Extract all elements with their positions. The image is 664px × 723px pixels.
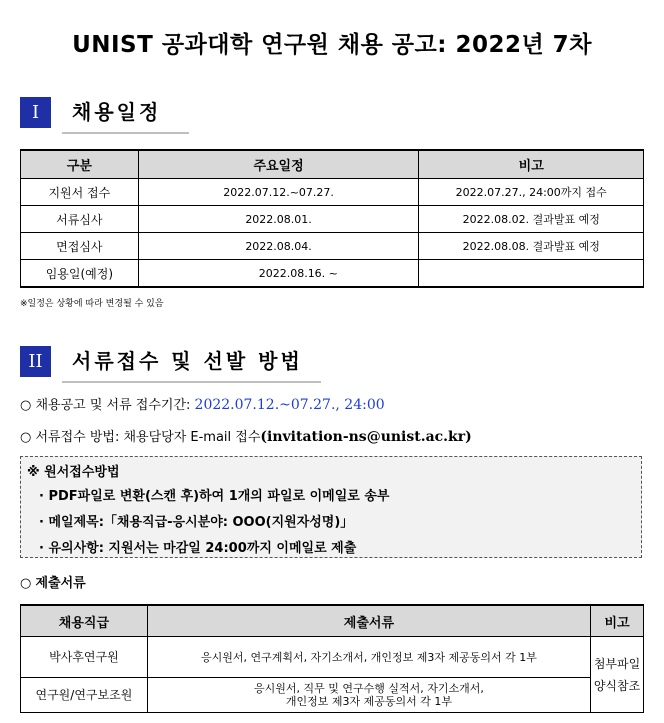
table-cell xyxy=(147,678,590,713)
application-period xyxy=(20,394,385,413)
table-cell: 연구원/연구보조원 xyxy=(21,678,148,713)
schedule-note: ※일정은 상황에 따라 변경될 수 있음 xyxy=(20,299,164,309)
application-method xyxy=(20,426,472,445)
table-cell: 2022.08.04. xyxy=(138,233,419,260)
col-header: 비고 xyxy=(419,150,644,179)
notice-item: · PDF파일로 변환(스캔 후)하여 1개의 파일로 이메일로 송부 xyxy=(39,489,390,504)
docs-line: 개인정보 제3자 제공동의서 각 1부 xyxy=(285,695,452,708)
period-value: 2022.07.12.~07.27., 24:00 xyxy=(194,397,385,413)
notice-box xyxy=(20,456,642,558)
table-row xyxy=(21,179,644,206)
table-cell: 서류심사 xyxy=(21,206,139,233)
remark-cell xyxy=(591,637,644,713)
table-cell: 응시원서, 연구계획서, 자기소개서, 개인정보 제3자 제공동의서 각 1부 xyxy=(147,637,590,678)
docs-line: 응시원서, 직무 및 연구수행 실적서, 자기소개서, xyxy=(253,682,484,695)
remark-line: 양식참조 xyxy=(593,678,641,693)
section-number-badge: II xyxy=(20,346,51,377)
col-header: 제출서류 xyxy=(147,605,590,637)
section-underline xyxy=(62,132,189,134)
table-cell: 2022.08.02. 결과발표 예정 xyxy=(419,206,644,233)
table-cell: 2022.07.27., 24:00까지 접수 xyxy=(419,179,644,206)
page-title: UNIST 공과대학 연구원 채용 공고: 2022년 7차 xyxy=(72,32,592,58)
col-header: 채용직급 xyxy=(21,605,148,637)
table-cell: 면접심사 xyxy=(21,233,139,260)
table-cell: 박사후연구원 xyxy=(21,637,148,678)
table-row xyxy=(21,206,644,233)
table-cell: 임용일(예정) xyxy=(21,260,139,288)
email-address: (invitation-ns@unist.ac.kr) xyxy=(260,429,472,445)
table-cell xyxy=(419,260,644,288)
section-title: 채용일정 xyxy=(72,100,162,124)
section-title: 서류접수 및 선발 방법 xyxy=(72,349,303,373)
heading-text: 제출서류 xyxy=(35,576,86,591)
table-row xyxy=(21,637,644,678)
section-number-badge: I xyxy=(20,97,51,128)
schedule-table xyxy=(20,149,644,288)
notice-item: · 유의사항: 지원서는 마감일 24:00까지 이메일로 제출 xyxy=(39,541,357,556)
table-cell: 2022.08.08. 결과발표 예정 xyxy=(419,233,644,260)
col-header: 비고 xyxy=(591,605,644,637)
documents-heading xyxy=(20,572,86,591)
table-cell: 지원서 접수 xyxy=(21,179,139,206)
table-row xyxy=(21,260,644,288)
col-header: 구분 xyxy=(21,150,139,179)
section-underline xyxy=(62,381,321,383)
documents-table xyxy=(20,604,644,713)
table-row xyxy=(21,678,644,713)
period-label: ○ 채용공고 및 서류 접수기간: xyxy=(20,398,191,413)
method-label: ○ 서류접수 방법: 채용담당자 E-mail 접수 xyxy=(20,430,261,445)
table-cell: 2022.07.12.~07.27. xyxy=(138,179,419,206)
col-header: 주요일정 xyxy=(138,150,419,179)
remark-line: 첨부파일 xyxy=(593,656,641,671)
notice-item: · 메일제목:「채용직급-응시분야: OOO(지원자성명)」 xyxy=(39,515,354,530)
table-cell: 2022.08.01. xyxy=(138,206,419,233)
table-cell: 2022.08.16. ~ xyxy=(138,260,419,288)
heading-bullet: ○ xyxy=(20,576,32,591)
table-row xyxy=(21,233,644,260)
notice-heading: ※ 원서접수방법 xyxy=(27,465,120,480)
